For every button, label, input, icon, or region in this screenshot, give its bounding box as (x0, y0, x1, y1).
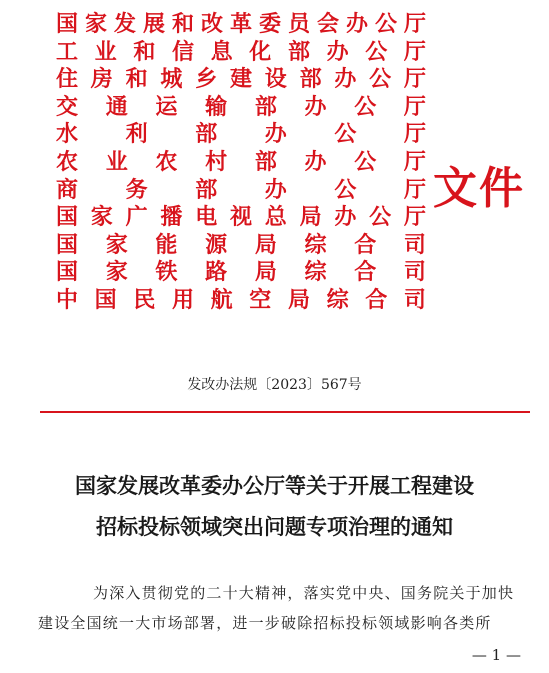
issuer-line: 工 业 和 信 息 化 部 办 公 厅 (56, 38, 426, 65)
body-text-line-1: 为深入贯彻党的二十大精神，落实党中央、国务院关于加快 (93, 584, 515, 602)
issuer-line: 国 家 广 播 电 视 总 局 办 公 厅 (56, 204, 426, 231)
document-number: 发改办法规〔2023〕567号 (187, 377, 362, 393)
issuer-line: 国 家 发 展 和 改 革 委 员 会 办 公 厅 (56, 11, 427, 37)
issuer-line: 国 家 铁 路 局 综 合 司 (56, 259, 426, 286)
issuer-line: 中 国 民 用 航 空 局 综 合 司 (56, 286, 426, 313)
issuer-line: 住 房 和 城 乡 建 设 部 办 公 厅 (56, 66, 426, 93)
issuer-line: 商 务 部 办 公 厅 (56, 176, 426, 203)
issuer-line: 交 通 运 输 部 办 公 厅 (56, 93, 426, 120)
document-label: 文件 (433, 163, 525, 214)
body-text-line-2: 建设全国统一大市场部署，进一步破除招标投标领域影响各类所 (38, 614, 492, 632)
issuing-agencies (56, 12, 426, 316)
issuer-line: 农 业 农 村 部 办 公 厅 (56, 148, 426, 175)
red-divider (40, 411, 530, 413)
page-number: — 1 — (471, 646, 521, 664)
issuer-line: 国 家 能 源 局 综 合 司 (56, 231, 426, 258)
title-line-1: 国家发展改革委办公厅等关于开展工程建设 (75, 473, 474, 498)
title-line-2: 招标投标领域突出问题专项治理的通知 (96, 514, 453, 539)
issuer-line: 水 利 部 办 公 厅 (56, 121, 426, 148)
